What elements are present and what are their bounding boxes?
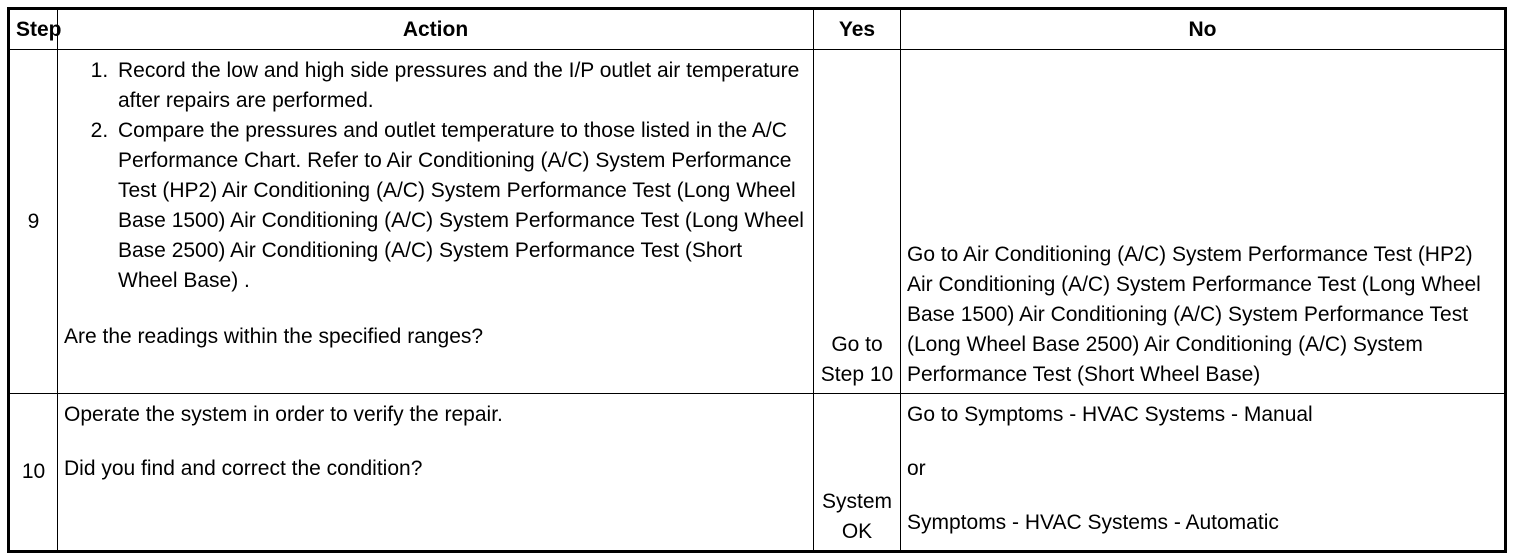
header-yes: Yes [814, 9, 901, 50]
step-number: 9 [9, 50, 58, 394]
yes-cell [814, 394, 901, 552]
header-row [9, 9, 1506, 50]
yes-text-line: System [821, 490, 892, 513]
yes-text-line: Go to [831, 333, 883, 356]
yes-link[interactable] [820, 330, 894, 390]
action-step-item: 1. Record the low and high side pressures and the I/P outlet air temperature after repairs are performed. [114, 56, 807, 116]
action-question: Did you find and correct the condition? [64, 457, 423, 480]
yes-text-line: Step 10 [820, 363, 894, 386]
action-question: Are the readings within the specified ranges? [64, 325, 484, 348]
action-step-item: 2. Compare the pressures and outlet temperature to those listed in the A/C Performance Chart. Refer to Air Conditioning (A/C) System Performance Test (HP2) Air Conditioning (A/C) System Performance Test (Long Wheel Base 1500) Air Conditioning (A/C) System Performance Test (Long Wheel Base 2500) Air Conditioning (A/C) System Performance Test (Short Wheel Base) . [114, 116, 807, 296]
table-row-step-10 [9, 394, 1506, 552]
no-cell [901, 50, 1506, 394]
action-cell [58, 50, 814, 394]
no-link-automatic[interactable]: Symptoms - HVAC Systems - Automatic [907, 511, 1279, 534]
no-link-manual[interactable]: Go to Symptoms - HVAC Systems - Manual [907, 403, 1313, 426]
header-no: No [901, 9, 1506, 50]
table-row-step-9 [9, 50, 1506, 394]
action-instruction: Operate the system in order to verify the repair. [64, 403, 503, 426]
yes-cell [814, 50, 901, 394]
header-step: Step [9, 9, 58, 50]
diagnostic-table [7, 7, 1507, 553]
no-or-text: or [907, 457, 926, 480]
step-number: 10 [9, 394, 58, 552]
yes-text-line: OK [841, 520, 873, 543]
header-action: Action [58, 9, 814, 50]
no-link[interactable]: Go to Air Conditioning (A/C) System Performance Test (HP2) Air Conditioning (A/C) System Performance Test (Long Wheel Base 1500) Air Conditioning (A/C) System Performance Test (Long Wheel Base 2500) Air Conditioning (A/C) System Performance Test (Short Wheel Base) [907, 243, 1481, 386]
action-cell [58, 394, 814, 552]
no-cell [901, 394, 1506, 552]
action-steps-list [64, 56, 807, 296]
